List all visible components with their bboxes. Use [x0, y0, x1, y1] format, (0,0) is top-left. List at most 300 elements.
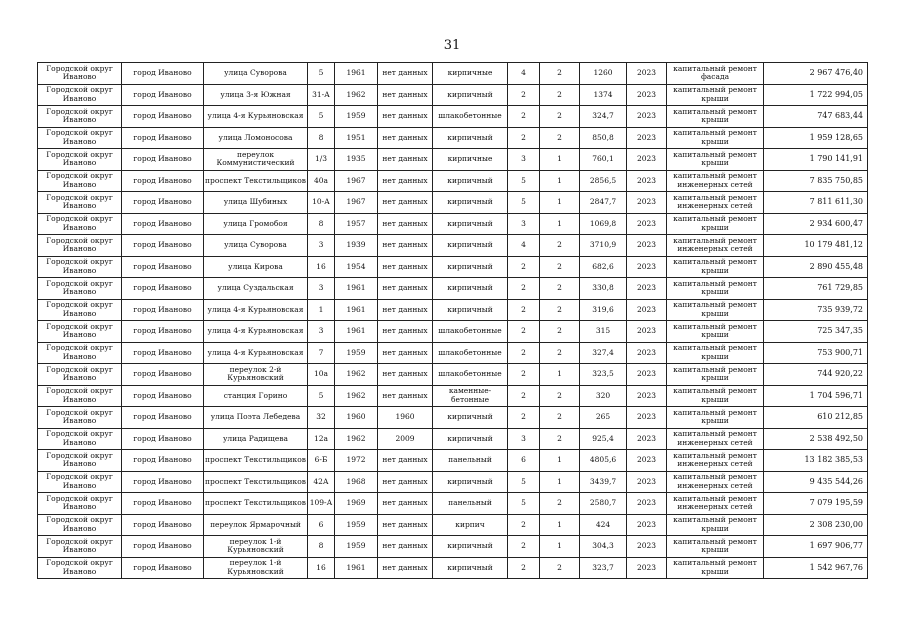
cell-entrances: 1	[540, 514, 580, 536]
cell-plan-year: 2023	[627, 385, 667, 407]
cell-area: 682,6	[580, 256, 627, 278]
cell-year-renovated: нет данных	[378, 321, 433, 343]
cell-wall-material: кирпичный	[433, 213, 508, 235]
cell-district: Городской округ Иваново	[38, 170, 122, 192]
cell-year-built: 1959	[335, 342, 378, 364]
cell-district: Городской округ Иваново	[38, 106, 122, 128]
cell-plan-year: 2023	[627, 84, 667, 106]
cell-house-number: 32	[308, 407, 335, 429]
cell-floors: 2	[508, 364, 540, 386]
cell-settlement: город Иваново	[122, 536, 204, 558]
cell-street: улица Ломоносова	[204, 127, 308, 149]
cell-year-renovated: нет данных	[378, 170, 433, 192]
cell-plan-year: 2023	[627, 342, 667, 364]
cell-cost: 13 182 385,53	[764, 450, 868, 472]
cell-cost: 9 435 544,26	[764, 471, 868, 493]
cell-district: Городской округ Иваново	[38, 493, 122, 515]
cell-plan-year: 2023	[627, 514, 667, 536]
cell-district: Городской округ Иваново	[38, 385, 122, 407]
cell-year-built: 1939	[335, 235, 378, 257]
cell-cost: 2 538 492,50	[764, 428, 868, 450]
cell-plan-year: 2023	[627, 557, 667, 579]
cell-year-renovated: нет данных	[378, 299, 433, 321]
cell-entrances: 1	[540, 170, 580, 192]
cell-year-built: 1961	[335, 321, 378, 343]
cell-year-renovated: нет данных	[378, 84, 433, 106]
cell-district: Городской округ Иваново	[38, 84, 122, 106]
cell-floors: 2	[508, 321, 540, 343]
cell-floors: 5	[508, 493, 540, 515]
table-row	[38, 428, 868, 450]
cell-floors: 2	[508, 342, 540, 364]
table-row	[38, 342, 868, 364]
cell-year-built: 1951	[335, 127, 378, 149]
cell-house-number: 16	[308, 256, 335, 278]
cell-settlement: город Иваново	[122, 149, 204, 171]
cell-entrances: 2	[540, 342, 580, 364]
cell-area: 323,5	[580, 364, 627, 386]
cell-work-type: капитальный ремонт крыши	[667, 557, 764, 579]
cell-wall-material: кирпичный	[433, 256, 508, 278]
cell-year-renovated: нет данных	[378, 536, 433, 558]
cell-house-number: 16	[308, 557, 335, 579]
cell-work-type: капитальный ремонт инженерных сетей	[667, 170, 764, 192]
cell-street: улица 4-я Курьяновская	[204, 342, 308, 364]
cell-cost: 2 890 455,48	[764, 256, 868, 278]
cell-floors: 5	[508, 192, 540, 214]
cell-wall-material: кирпичные	[433, 149, 508, 171]
cell-cost: 2 934 600,47	[764, 213, 868, 235]
cell-work-type: капитальный ремонт крыши	[667, 385, 764, 407]
cell-district: Городской округ Иваново	[38, 407, 122, 429]
cell-wall-material: кирпичный	[433, 127, 508, 149]
cell-cost: 1 959 128,65	[764, 127, 868, 149]
cell-wall-material: кирпичный	[433, 299, 508, 321]
cell-area: 850,8	[580, 127, 627, 149]
cell-district: Городской округ Иваново	[38, 192, 122, 214]
cell-district: Городской округ Иваново	[38, 364, 122, 386]
cell-year-renovated: нет данных	[378, 514, 433, 536]
cell-street: улица Суворова	[204, 235, 308, 257]
cell-year-built: 1962	[335, 385, 378, 407]
cell-cost: 2 308 230,00	[764, 514, 868, 536]
cell-settlement: город Иваново	[122, 514, 204, 536]
cell-district: Городской округ Иваново	[38, 321, 122, 343]
cell-plan-year: 2023	[627, 299, 667, 321]
cell-house-number: 8	[308, 127, 335, 149]
cell-settlement: город Иваново	[122, 170, 204, 192]
cell-street: проспект Текстильщиков	[204, 493, 308, 515]
cell-wall-material: каменные- бетонные	[433, 385, 508, 407]
cell-entrances: 2	[540, 407, 580, 429]
cell-plan-year: 2023	[627, 170, 667, 192]
cell-floors: 6	[508, 450, 540, 472]
cell-year-built: 1961	[335, 278, 378, 300]
cell-house-number: 31-А	[308, 84, 335, 106]
cell-district: Городской округ Иваново	[38, 235, 122, 257]
cell-cost: 1 697 906,77	[764, 536, 868, 558]
cell-year-built: 1967	[335, 192, 378, 214]
cell-year-renovated: нет данных	[378, 385, 433, 407]
cell-work-type: капитальный ремонт инженерных сетей	[667, 192, 764, 214]
table-row	[38, 63, 868, 85]
cell-cost: 1 542 967,76	[764, 557, 868, 579]
cell-floors: 2	[508, 84, 540, 106]
cell-settlement: город Иваново	[122, 235, 204, 257]
cell-work-type: капитальный ремонт крыши	[667, 364, 764, 386]
cell-year-renovated: нет данных	[378, 106, 433, 128]
cell-cost: 7 811 611,30	[764, 192, 868, 214]
cell-street: улица Суворова	[204, 63, 308, 85]
cell-work-type: капитальный ремонт инженерных сетей	[667, 493, 764, 515]
cell-year-built: 1969	[335, 493, 378, 515]
cell-settlement: город Иваново	[122, 213, 204, 235]
cell-district: Городской округ Иваново	[38, 450, 122, 472]
cell-wall-material: кирпичный	[433, 471, 508, 493]
cell-year-built: 1972	[335, 450, 378, 472]
cell-street: улица Радищева	[204, 428, 308, 450]
cell-wall-material: кирпичный	[433, 192, 508, 214]
cell-area: 1260	[580, 63, 627, 85]
table-row	[38, 170, 868, 192]
cell-floors: 4	[508, 235, 540, 257]
cell-area: 925,4	[580, 428, 627, 450]
cell-wall-material: кирпичный	[433, 536, 508, 558]
cell-work-type: капитальный ремонт инженерных сетей	[667, 235, 764, 257]
registry-body	[38, 63, 868, 579]
cell-street: проспект Текстильщиков	[204, 170, 308, 192]
cell-area: 2856,5	[580, 170, 627, 192]
cell-year-built: 1959	[335, 514, 378, 536]
cell-area: 265	[580, 407, 627, 429]
cell-street: улица Суздальская	[204, 278, 308, 300]
cell-work-type: капитальный ремонт крыши	[667, 213, 764, 235]
cell-year-renovated: нет данных	[378, 471, 433, 493]
cell-plan-year: 2023	[627, 127, 667, 149]
cell-year-built: 1960	[335, 407, 378, 429]
table-row	[38, 235, 868, 257]
cell-house-number: 5	[308, 385, 335, 407]
page-number: 31	[443, 38, 461, 53]
cell-work-type: капитальный ремонт инженерных сетей	[667, 428, 764, 450]
cell-district: Городской округ Иваново	[38, 149, 122, 171]
cell-district: Городской округ Иваново	[38, 514, 122, 536]
cell-year-renovated: нет данных	[378, 235, 433, 257]
cell-floors: 3	[508, 149, 540, 171]
cell-cost: 725 347,35	[764, 321, 868, 343]
cell-plan-year: 2023	[627, 235, 667, 257]
cell-work-type: капитальный ремонт крыши	[667, 278, 764, 300]
cell-year-renovated: нет данных	[378, 192, 433, 214]
cell-entrances: 2	[540, 321, 580, 343]
cell-wall-material: панельный	[433, 493, 508, 515]
cell-cost: 7 079 195,59	[764, 493, 868, 515]
cell-entrances: 2	[540, 127, 580, 149]
cell-plan-year: 2023	[627, 450, 667, 472]
cell-wall-material: кирпичный	[433, 235, 508, 257]
cell-district: Городской округ Иваново	[38, 471, 122, 493]
cell-year-built: 1968	[335, 471, 378, 493]
cell-entrances: 2	[540, 428, 580, 450]
cell-wall-material: кирпичные	[433, 63, 508, 85]
cell-year-renovated: нет данных	[378, 450, 433, 472]
cell-work-type: капитальный ремонт инженерных сетей	[667, 471, 764, 493]
table-row	[38, 536, 868, 558]
table-row	[38, 299, 868, 321]
cell-district: Городской округ Иваново	[38, 299, 122, 321]
table-row	[38, 256, 868, 278]
cell-year-renovated: нет данных	[378, 364, 433, 386]
cell-year-built: 1959	[335, 536, 378, 558]
cell-wall-material: панельный	[433, 450, 508, 472]
cell-plan-year: 2023	[627, 106, 667, 128]
table-row	[38, 514, 868, 536]
cell-cost: 610 212,85	[764, 407, 868, 429]
cell-entrances: 2	[540, 106, 580, 128]
cell-floors: 2	[508, 514, 540, 536]
cell-year-renovated: нет данных	[378, 256, 433, 278]
cell-house-number: 5	[308, 63, 335, 85]
cell-area: 2580,7	[580, 493, 627, 515]
cell-floors: 3	[508, 428, 540, 450]
cell-area: 1069,8	[580, 213, 627, 235]
cell-area: 330,8	[580, 278, 627, 300]
cell-work-type: капитальный ремонт крыши	[667, 342, 764, 364]
cell-district: Городской округ Иваново	[38, 256, 122, 278]
cell-floors: 2	[508, 127, 540, 149]
cell-work-type: капитальный ремонт инженерных сетей	[667, 450, 764, 472]
cell-year-built: 1961	[335, 557, 378, 579]
cell-settlement: город Иваново	[122, 278, 204, 300]
cell-entrances: 1	[540, 536, 580, 558]
cell-cost: 753 900,71	[764, 342, 868, 364]
cell-street: улица Поэта Лебедева	[204, 407, 308, 429]
cell-plan-year: 2023	[627, 192, 667, 214]
cell-year-renovated: 2009	[378, 428, 433, 450]
cell-house-number: 3	[308, 235, 335, 257]
cell-plan-year: 2023	[627, 407, 667, 429]
cell-plan-year: 2023	[627, 428, 667, 450]
cell-plan-year: 2023	[627, 493, 667, 515]
cell-wall-material: кирпичный	[433, 557, 508, 579]
cell-floors: 2	[508, 256, 540, 278]
cell-settlement: город Иваново	[122, 106, 204, 128]
cell-house-number: 8	[308, 213, 335, 235]
cell-settlement: город Иваново	[122, 557, 204, 579]
cell-street: улица 3-я Южная	[204, 84, 308, 106]
cell-area: 3710,9	[580, 235, 627, 257]
table-row	[38, 407, 868, 429]
cell-year-renovated: нет данных	[378, 278, 433, 300]
cell-area: 323,7	[580, 557, 627, 579]
cell-district: Городской округ Иваново	[38, 63, 122, 85]
cell-year-renovated: 1960	[378, 407, 433, 429]
cell-entrances: 1	[540, 213, 580, 235]
table-row	[38, 557, 868, 579]
cell-work-type: капитальный ремонт крыши	[667, 256, 764, 278]
cell-house-number: 42А	[308, 471, 335, 493]
cell-wall-material: кирпичный	[433, 170, 508, 192]
cell-street: переулок 2-й Курьяновский	[204, 364, 308, 386]
cell-plan-year: 2023	[627, 256, 667, 278]
cell-area: 319,6	[580, 299, 627, 321]
cell-settlement: город Иваново	[122, 385, 204, 407]
cell-settlement: город Иваново	[122, 428, 204, 450]
cell-work-type: капитальный ремонт крыши	[667, 299, 764, 321]
housing-registry-table	[37, 62, 868, 579]
cell-wall-material: шлакобетонные	[433, 364, 508, 386]
cell-settlement: город Иваново	[122, 63, 204, 85]
cell-plan-year: 2023	[627, 536, 667, 558]
cell-entrances: 1	[540, 450, 580, 472]
cell-entrances: 2	[540, 299, 580, 321]
cell-street: переулок 1-й Курьяновский	[204, 557, 308, 579]
cell-area: 327,4	[580, 342, 627, 364]
table-row	[38, 364, 868, 386]
cell-cost: 747 683,44	[764, 106, 868, 128]
cell-street: улица 4-я Курьяновская	[204, 299, 308, 321]
cell-settlement: город Иваново	[122, 192, 204, 214]
cell-settlement: город Иваново	[122, 342, 204, 364]
cell-year-built: 1954	[335, 256, 378, 278]
table-row	[38, 84, 868, 106]
cell-work-type: капитальный ремонт крыши	[667, 407, 764, 429]
cell-wall-material: кирпичный	[433, 407, 508, 429]
cell-floors: 2	[508, 407, 540, 429]
cell-work-type: капитальный ремонт крыши	[667, 84, 764, 106]
cell-plan-year: 2023	[627, 149, 667, 171]
cell-settlement: город Иваново	[122, 493, 204, 515]
cell-house-number: 10-А	[308, 192, 335, 214]
cell-street: улица 4-я Курьяновская	[204, 321, 308, 343]
cell-cost: 10 179 481,12	[764, 235, 868, 257]
cell-floors: 2	[508, 278, 540, 300]
cell-area: 760,1	[580, 149, 627, 171]
cell-year-renovated: нет данных	[378, 557, 433, 579]
cell-house-number: 10а	[308, 364, 335, 386]
cell-settlement: город Иваново	[122, 364, 204, 386]
cell-street: улица Шубиных	[204, 192, 308, 214]
cell-wall-material: кирпичный	[433, 278, 508, 300]
cell-house-number: 1/3	[308, 149, 335, 171]
cell-year-renovated: нет данных	[378, 63, 433, 85]
cell-entrances: 1	[540, 192, 580, 214]
table-row	[38, 321, 868, 343]
cell-plan-year: 2023	[627, 63, 667, 85]
cell-work-type: капитальный ремонт крыши	[667, 321, 764, 343]
table-row	[38, 106, 868, 128]
cell-street: переулок 1-й Курьяновский	[204, 536, 308, 558]
cell-district: Городской округ Иваново	[38, 278, 122, 300]
cell-entrances: 2	[540, 84, 580, 106]
cell-house-number: 3	[308, 321, 335, 343]
cell-street: улица Кирова	[204, 256, 308, 278]
cell-year-built: 1962	[335, 428, 378, 450]
cell-year-renovated: нет данных	[378, 213, 433, 235]
cell-work-type: капитальный ремонт крыши	[667, 514, 764, 536]
cell-floors: 4	[508, 63, 540, 85]
cell-settlement: город Иваново	[122, 299, 204, 321]
cell-entrances: 1	[540, 364, 580, 386]
table-row	[38, 127, 868, 149]
cell-wall-material: кирпичный	[433, 84, 508, 106]
cell-plan-year: 2023	[627, 213, 667, 235]
cell-entrances: 2	[540, 557, 580, 579]
table-row	[38, 450, 868, 472]
cell-house-number: 3	[308, 278, 335, 300]
cell-cost: 1 790 141,91	[764, 149, 868, 171]
cell-street: улица Громобоя	[204, 213, 308, 235]
cell-settlement: город Иваново	[122, 450, 204, 472]
cell-year-renovated: нет данных	[378, 493, 433, 515]
cell-year-built: 1961	[335, 63, 378, 85]
cell-area: 424	[580, 514, 627, 536]
cell-settlement: город Иваново	[122, 407, 204, 429]
cell-floors: 5	[508, 471, 540, 493]
cell-area: 1374	[580, 84, 627, 106]
cell-entrances: 2	[540, 385, 580, 407]
cell-year-built: 1967	[335, 170, 378, 192]
cell-district: Городской округ Иваново	[38, 536, 122, 558]
cell-floors: 2	[508, 557, 540, 579]
cell-entrances: 2	[540, 493, 580, 515]
cell-entrances: 2	[540, 278, 580, 300]
cell-wall-material: кирпич	[433, 514, 508, 536]
cell-house-number: 7	[308, 342, 335, 364]
cell-district: Городской округ Иваново	[38, 127, 122, 149]
cell-cost: 1 722 994,05	[764, 84, 868, 106]
cell-floors: 5	[508, 170, 540, 192]
cell-floors: 2	[508, 299, 540, 321]
cell-plan-year: 2023	[627, 364, 667, 386]
cell-wall-material: шлакобетонные	[433, 321, 508, 343]
cell-cost: 761 729,85	[764, 278, 868, 300]
cell-house-number: 1	[308, 299, 335, 321]
cell-year-renovated: нет данных	[378, 127, 433, 149]
cell-entrances: 2	[540, 256, 580, 278]
table-row	[38, 471, 868, 493]
cell-street: станция Горино	[204, 385, 308, 407]
cell-cost: 735 939,72	[764, 299, 868, 321]
cell-area: 3439,7	[580, 471, 627, 493]
cell-settlement: город Иваново	[122, 256, 204, 278]
cell-area: 2847,7	[580, 192, 627, 214]
cell-area: 315	[580, 321, 627, 343]
cell-house-number: 12а	[308, 428, 335, 450]
cell-area: 304,3	[580, 536, 627, 558]
cell-house-number: 5	[308, 106, 335, 128]
table-row	[38, 213, 868, 235]
cell-house-number: 109-А	[308, 493, 335, 515]
cell-house-number: 40а	[308, 170, 335, 192]
cell-entrances: 2	[540, 63, 580, 85]
cell-floors: 3	[508, 213, 540, 235]
table-row	[38, 493, 868, 515]
cell-year-built: 1957	[335, 213, 378, 235]
cell-wall-material: шлакобетонные	[433, 342, 508, 364]
table-row	[38, 192, 868, 214]
cell-district: Городской округ Иваново	[38, 428, 122, 450]
cell-year-renovated: нет данных	[378, 342, 433, 364]
cell-work-type: капитальный ремонт крыши	[667, 106, 764, 128]
cell-plan-year: 2023	[627, 321, 667, 343]
cell-area: 4805,6	[580, 450, 627, 472]
cell-work-type: капитальный ремонт фасада	[667, 63, 764, 85]
table-row	[38, 149, 868, 171]
cell-year-built: 1959	[335, 106, 378, 128]
cell-cost: 2 967 476,40	[764, 63, 868, 85]
cell-work-type: капитальный ремонт крыши	[667, 127, 764, 149]
